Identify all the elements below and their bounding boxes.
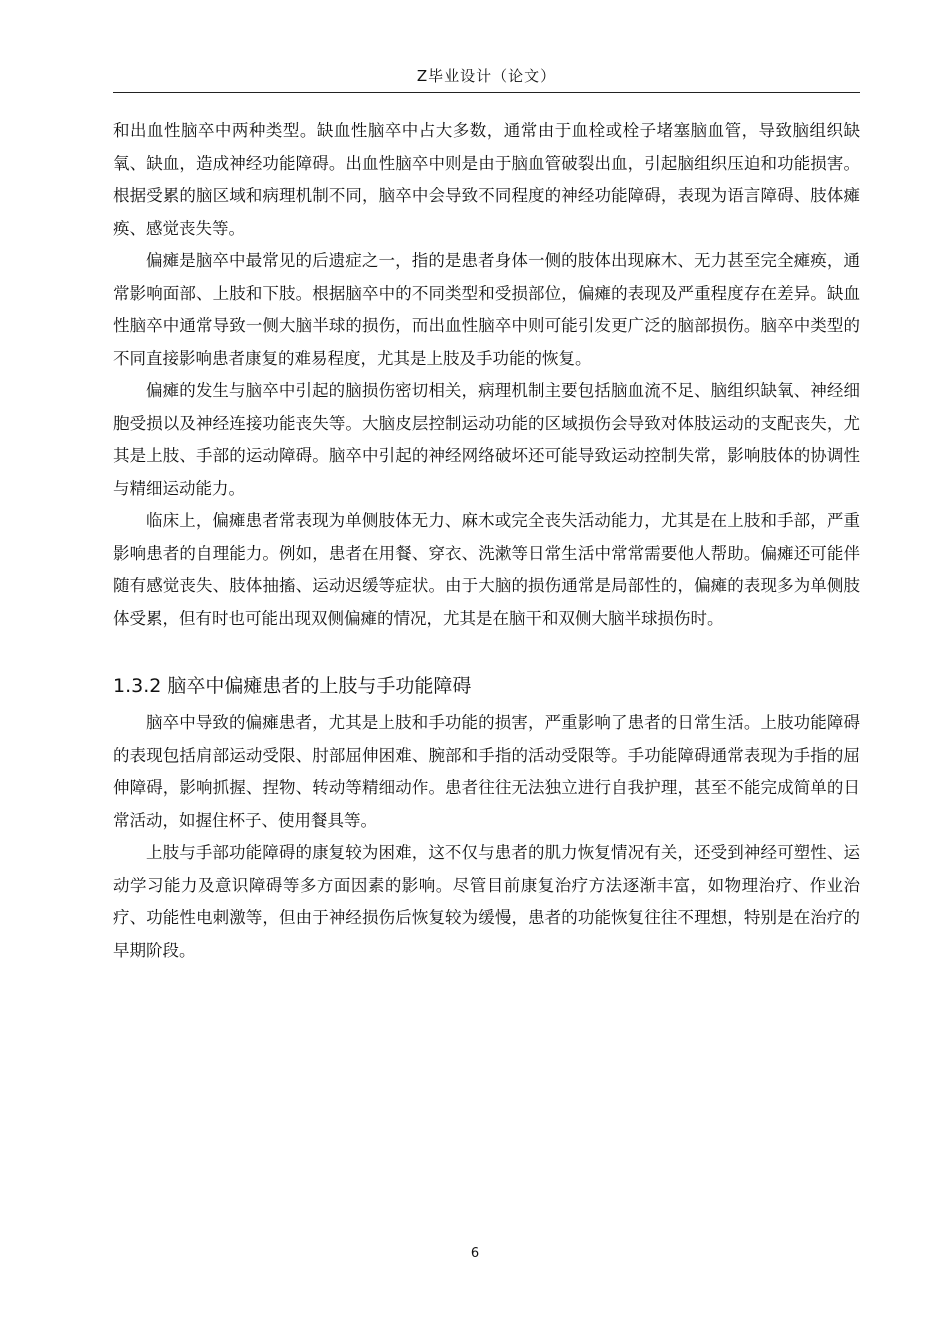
header-title: Z毕业设计（论文） xyxy=(416,67,557,85)
page-content xyxy=(113,115,860,967)
paragraph-hemiplegia-definition: 偏瘫是脑卒中最常见的后遗症之一，指的是患者身体一侧的肢体出现麻木、无力甚至完全瘫痪，通常影响面部、上肢和下肢。根据脑卒中的不同类型和受损部位，偏瘫的表现及严重程度存在差异。缺血性脑卒中通常导致一侧大脑半球的损伤，而出血性脑卒中则可能引发更广泛的脑部损伤。脑卒中类型的不同直接影响患者康复的难易程度，尤其是上肢及手功能的恢复。 xyxy=(113,251,860,368)
paragraph-hemiplegia-mechanism: 偏瘫的发生与脑卒中引起的脑损伤密切相关，病理机制主要包括脑血流不足、脑组织缺氧、神经细胞受损以及神经连接功能丧失等。大脑皮层控制运动功能的区域损伤会导致对体肢运动的支配丧失，尤其是上肢、手部的运动障碍。脑卒中引起的神经网络破坏还可能导致运动控制失常，影响肢体的协调性与精细运动能力。 xyxy=(113,381,860,498)
section-heading: 1.3.2 脑卒中偏瘫患者的上肢与手功能障碍 xyxy=(113,675,472,697)
paragraph-rehabilitation-difficulty: 上肢与手部功能障碍的康复较为困难，这不仅与患者的肌力恢复情况有关，还受到神经可塑性、运动学习能力及意识障碍等多方面因素的影响。尽管目前康复治疗方法逐渐丰富，如物理治疗、作业治疗、功能性电刺激等，但由于神经损伤后恢复较为缓慢，患者的功能恢复往往不理想，特别是在治疗的早期阶段。 xyxy=(113,843,860,960)
page-number: 6 xyxy=(470,1246,480,1261)
paragraph-upper-limb-impairment: 脑卒中导致的偏瘫患者，尤其是上肢和手功能的损害，严重影响了患者的日常生活。上肢功能障碍的表现包括肩部运动受限、肘部屈伸困难、腕部和手指的活动受限等。手功能障碍通常表现为手指的屈伸障碍，影响抓握、捏物、转动等精细动作。患者往往无法独立进行自我护理，甚至不能完成简单的日常活动，如握住杯子、使用餐具等。 xyxy=(113,713,860,830)
page-header xyxy=(113,66,860,93)
paragraph-clinical-presentation: 临床上，偏瘫患者常表现为单侧肢体无力、麻木或完全丧失活动能力，尤其是在上肢和手部，严重影响患者的自理能力。例如，患者在用餐、穿衣、洗漱等日常生活中常常需要他人帮助。偏瘫还可能伴随有感觉丧失、肢体抽搐、运动迟缓等症状。由于大脑的损伤通常是局部性的，偏瘫的表现多为单侧肢体受累，但有时也可能出现双侧偏瘫的情况，尤其是在脑干和双侧大脑半球损伤时。 xyxy=(113,511,860,628)
paragraph-stroke-types-continued: 和出血性脑卒中两种类型。缺血性脑卒中占大多数，通常由于血栓或栓子堵塞脑血管，导致脑组织缺氧、缺血，造成神经功能障碍。出血性脑卒中则是由于脑血管破裂出血，引起脑组织压迫和功能损害。根据受累的脑区域和病理机制不同，脑卒中会导致不同程度的神经功能障碍，表现为语言障碍、肢体瘫痪、感觉丧失等。 xyxy=(113,121,860,238)
